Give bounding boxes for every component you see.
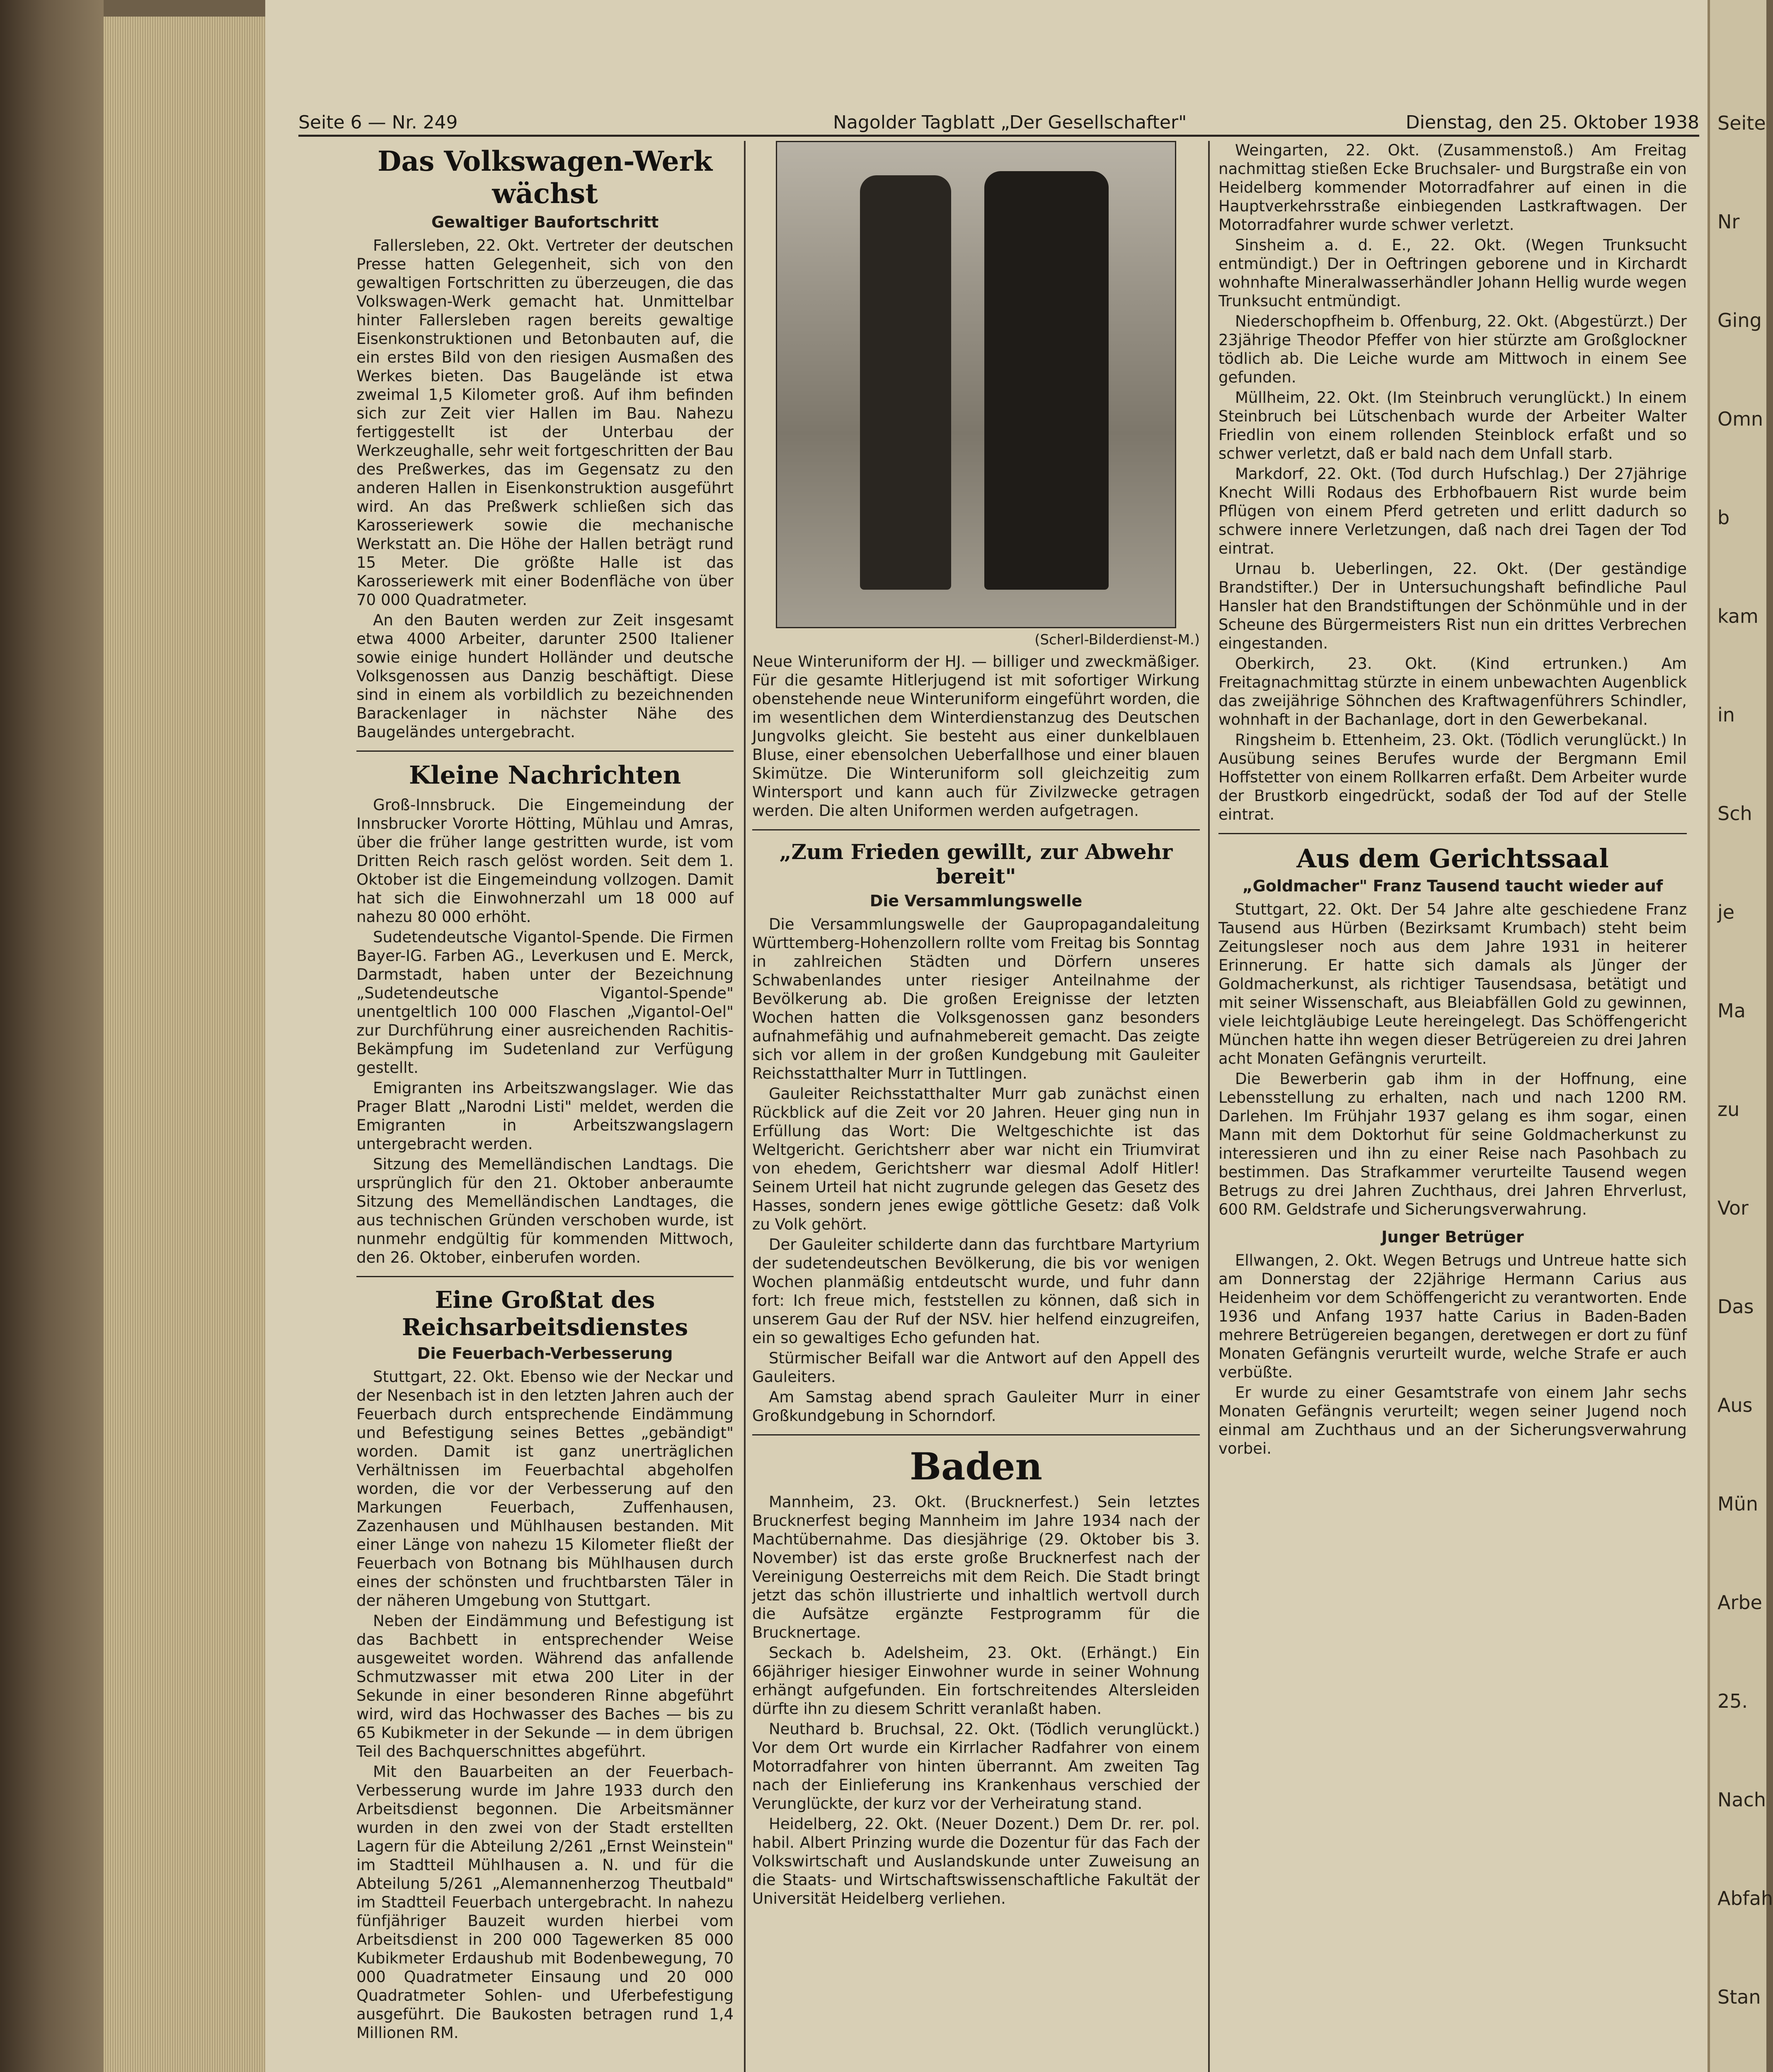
next-page-fragment: Aus	[1717, 1394, 1753, 1416]
article-subheadline: „Goldmacher" Franz Tausend taucht wieder auf	[1242, 877, 1663, 895]
article-headline: „Zum Frieden gewillt, zur Abwehr bereit"	[779, 840, 1173, 888]
next-page-fragment: kam	[1717, 605, 1758, 627]
next-page-fragment: b	[1717, 506, 1730, 529]
section-rule	[356, 1276, 734, 1277]
next-page-fragment: Ging	[1717, 309, 1762, 332]
article-body	[1218, 1251, 1687, 1458]
uniform-figure	[860, 175, 951, 590]
article-body	[1218, 900, 1687, 1219]
paragraph: Ringsheim b. Ettenheim, 23. Okt. (Tödlich verunglückt.) In Ausübung seines Berufes wurde der Bergmann Emil Hoffstetter von einem Rollkarren erfaßt. Dem Arbeiter wurde der Brustkorb eingedrückt, sodaß der Tod auf der Stelle eintrat.	[1218, 731, 1687, 823]
article-subheadline: Junger Betrüger	[1381, 1228, 1524, 1246]
section-rule	[356, 750, 734, 752]
article-headline: Das Volkswagen-Werk wächst	[378, 145, 712, 210]
page-edges	[104, 17, 278, 2072]
hj-uniform-photo	[776, 141, 1176, 628]
paragraph: Sitzung des Memelländischen Landtags. Die ursprünglich für den 21. Oktober anberaumte Sitzung des Memelländischen Landtages, die aus technischen Gründen verschoben wurde, ist nunmehr endgültig für kommenden Mittwoch, den 26. Oktober, einberufen worden.	[356, 1155, 734, 1266]
next-page-fragment: Mün	[1717, 1493, 1758, 1515]
paragraph: Der Gauleiter schilderte dann das furchtbare Martyrium der sudetendeutschen Bevölkerung, die bis vor wenigen Wochen planmäßig entdeutscht wurde, und fuhr dann fort: Ich freue mich, feststellen zu können, daß sich in unserem Gau der Ruf der NSV. hier helfend einzugreifen, ein so gewaltiges Echo gefunden hat.	[752, 1236, 1200, 1347]
paragraph: Stuttgart, 22. Okt. Der 54 Jahre alte geschiedene Franz Tausend aus Hürben (Bezirksamt Krumbach) steht beim Zeitungsleser noch aus dem Jahre 1931 in heiterer Erinnerung. Er hatte sich damals als Jünger der Goldmacherkunst, als richtiger Tausendsasa, betätigt und mit seiner Wissenschaft, aus Bleiabfällen Gold zu gewinnen, viele leichtgläubige Leute hereingelegt. Das Schöffengericht München hatte ihn wegen dieser Betrügereien zu drei Jahren acht Monaten Gefängnis verurteilt.	[1218, 900, 1687, 1067]
header-rule	[298, 135, 1699, 137]
header-page-number: Seite 6 — Nr. 249	[298, 112, 458, 133]
column-3	[1218, 141, 1687, 2072]
paragraph: Müllheim, 22. Okt. (Im Steinbruch verunglückt.) In einem Steinbruch bei Lütschenbach wurde der Arbeiter Walter Friedlin von einem rollenden Steinblock erfaßt und so schwer verletzt, daß er bald nach dem Unfall starb.	[1218, 389, 1687, 462]
paragraph: Die Bewerberin gab ihm in der Hoffnung, eine Lebensstellung zu erhalten, nach und nach 1200 RM. Darlehen. Im Frühjahr 1937 gelang es ihm sogar, einen Mann mit dem Doktorhut für seine Goldmacherkunst zu interessieren und ihn zu einer Reise nach Pasohbach zu bestimmen. Das Strafkammer verurteilte Tausend wegen Betrugs zu drei Jahren Zuchthaus, drei Jahren Ehrverlust, 600 RM. Geldstrafe und Sicherungsverwahrung.	[1218, 1070, 1687, 1218]
next-page-fragment: Stan	[1717, 1986, 1761, 2008]
next-page-fragment: je	[1717, 901, 1735, 923]
next-page-fragment: Nr	[1717, 211, 1740, 233]
book-spine	[0, 0, 104, 2072]
paragraph: Neuthard b. Bruchsal, 22. Okt. (Tödlich verunglückt.) Vor dem Ort wurde ein Kirrlacher Radfahrer von einem Motorradfahrer von hinten überrannt. Am zweiten Tag nach der Einlieferung ins Krankenhaus verschied der Verunglückte, der kurz vor der Verheiratung stand.	[752, 1720, 1200, 1813]
paragraph: Gauleiter Reichsstatthalter Murr gab zunächst einen Rückblick auf die Zeit vor 20 Jahren. Heuer ging nun in Erfüllung das Wort: Die Weltgeschichte ist das Weltgericht. Gerichtsherr aber war nicht ein Triumvirat von ehedem, Gerichtsherr war diesmal Adolf Hitler! Seinem Urteil hat nicht zugrunde gelegen das Gesetz des Hasses, sondern jenes ewige göttliche Gesetz: daß Volk zu Volk gehört.	[752, 1085, 1200, 1233]
section-headline: Aus dem Gerichtssaal	[1296, 843, 1609, 874]
paragraph: Emigranten ins Arbeitszwangslager. Wie das Prager Blatt „Narodni Listi" meldet, werden die Emigranten in Arbeitszwangslagern untergebracht werden.	[356, 1079, 734, 1153]
article-body	[356, 236, 734, 741]
section-rule	[752, 829, 1200, 830]
uniform-figure	[984, 171, 1109, 590]
paragraph: Neben der Eindämmung und Befestigung ist das Bachbett in entsprechender Weise ausgeweitet worden. Während das anfallende Schmutzwasser mit etwa 200 Liter in der Sekunde in einer besonderen Rinne abgeführt wird, wird das Hochwasser des Baches — bis zu 65 Kubikmeter in der Sekunde — in dem übrigen Teil des Bachquerschnittes abgeführt.	[356, 1612, 734, 1760]
section-rule	[1218, 833, 1687, 834]
article-subheadline: Die Feuerbach-Verbesserung	[417, 1344, 673, 1363]
photo-caption: Neue Winteruniform der HJ. — billiger und zweckmäßiger. Für die gesamte Hitlerjugend ist mit sofortiger Wirkung obenstehende neue Winteruniform eingeführt worden, die im wesentlichen dem Winterdienstanzug des Deutschen Jungvolks gleicht. Sie besteht aus einer dunkelblauen Bluse, einer ebensolchen Ueberfallhose und einer blauen Skimütze. Die Winteruniform soll gleichzeitig zum Wintersport und kann auch für Zivilzwecke getragen werden. Die alten Uniformen werden aufgetragen.	[752, 653, 1200, 820]
paragraph: Er wurde zu einer Gesamtstrafe von einem Jahr sechs Monaten Gefängnis verurteilt; wegen seiner Jugend noch einmal am Zuchthaus und an der Sicherungsverwahrung vorbei.	[1218, 1384, 1687, 1457]
next-page-fragment: Arbe	[1717, 1591, 1762, 1614]
section-headline: Kleine Nachrichten	[409, 761, 681, 790]
next-page-fragment: 25.	[1717, 1690, 1748, 1712]
article-body	[356, 796, 734, 1267]
column-1	[356, 141, 734, 2072]
paragraph: Sinsheim a. d. E., 22. Okt. (Wegen Trunksucht entmündigt.) Der in Oeftringen geborene und in Kirchardt wohnhafte Mineralwasserhändler Johann Hellig wurde wegen Trunksucht entmündigt.	[1218, 236, 1687, 310]
header-masthead: Nagolder Tagblatt „Der Gesellschafter"	[833, 112, 1187, 133]
article-body	[752, 1493, 1200, 1908]
paragraph: Weingarten, 22. Okt. (Zusammenstoß.) Am Freitag nachmittag stießen Ecke Bruchsaler- und Burgstraße ein von Heidelberg kommender Motorradfahrer auf einen in die Hauptverkehrsstraße einbiegenden Lastkraftwagen. Der Motorradfahrer wurde schwer verletzt.	[1218, 141, 1687, 234]
photo-credit: (Scherl-Bilderdienst-M.)	[1034, 632, 1200, 648]
paragraph: Mit den Bauarbeiten an der Feuerbach-Verbesserung wurde im Jahre 1933 durch den Arbeitsdienst begonnen. Die Arbeitsmänner wurden in den zwei von der Stadt erstellten Lagern für die Abteilung 2/261 „Ernst Weinstein" im Stadtteil Mühlhausen a. N. und für die Abteilung 5/261 „Alemannenherzog Theutbald" im Stadtteil Feuerbach untergebracht. In nahezu fünfjähriger Bauzeit wurden hierbei vom Arbeitsdienst in 200 000 Tagewerken 85 000 Kubikmeter Erdaushub mit Bodenbewegung, 70 000 Quadratmeter Einsaung und 20 000 Quadratmeter Sohlen- und Uferbefestigung ausgeführt. Die Baukosten betragen rund 1,4 Millionen RM.	[356, 1763, 734, 2042]
next-page-fragment: Sch	[1717, 802, 1752, 825]
next-page-fragment: Omn	[1717, 408, 1763, 430]
paragraph: Stuttgart, 22. Okt. Ebenso wie der Neckar und der Nesenbach ist in den letzten Jahren auch der Feuerbach durch entsprechende Eindämmung und Befestigung seines Bettes „gebändigt" worden. Damit ist ganz unerträglichen Verhältnissen im Feuerbachtal abgeholfen worden, die vor der Verbesserung auf den Markungen Feuerbach, Zuffenhausen, Zazenhausen und Mühlhausen bestanden. Mit einer Länge von nahezu 15 Kilometer fließt der Feuerbach von Botnang bis Mühlhausen durch eines der schönsten und fruchtbarsten Täler in der näheren Umgebung von Stuttgart.	[356, 1368, 734, 1610]
next-page-fragment: Abfah	[1717, 1887, 1773, 1910]
next-page-fragment: Seite	[1717, 112, 1766, 134]
column-divider	[744, 141, 746, 2072]
paragraph: Urnau b. Ueberlingen, 22. Okt. (Der geständige Brandstifter.) Der in Untersuchungshaft befindliche Paul Hansler hat den Brandstiftungen der Schönmühle und in der Scheune des Bürgermeisters Rist nun ein drittes Verbrechen eingestanden.	[1218, 560, 1687, 652]
next-page-fragment: Ma	[1717, 1000, 1746, 1022]
next-page-fragment: in	[1717, 704, 1735, 726]
article-body	[356, 1368, 734, 2042]
next-page-fragment: Vor	[1717, 1197, 1749, 1219]
next-page-fragment: Das	[1717, 1295, 1754, 1318]
paragraph: Ellwangen, 2. Okt. Wegen Betrugs und Untreue hatte sich am Donnerstag der 22jährige Hermann Carius aus Heidenheim vor dem Schöffengericht zu verantworten. Ende 1936 und Anfang 1937 hatte Carius in Baden-Baden mehrere Betrügereien begangen, deretwegen er dort zu fünf Monaten Gefängnis verurteilt wurde, welche Strafe er auch verbüßte.	[1218, 1251, 1687, 1381]
paragraph: Die Versammlungswelle der Gaupropagandaleitung Württemberg-Hohenzollern rollte vom Freitag bis Sonntag in zahlreichen Städten und Dörfern unseres Schwabenlandes unter riesiger Anteilnahme der Bevölkerung ab. Die großen Ereignisse der letzten Wochen hatten die Volksgenossen ganz besonders aufnahmefähig und aufnahmebereit gemacht. Das zeigte sich vor allem in der großen Kundgebung mit Gauleiter Reichsstatthalter Murr in Tuttlingen.	[752, 915, 1200, 1082]
section-rule	[752, 1434, 1200, 1435]
page-header	[298, 112, 1699, 137]
next-page-fragment: Nach	[1717, 1789, 1766, 1811]
article-headline: Eine Großtat des Reichsarbeitsdienstes	[402, 1286, 688, 1341]
column-divider	[1208, 141, 1210, 2072]
paragraph: Seckach b. Adelsheim, 23. Okt. (Erhängt.) Ein 66jähriger hiesiger Einwohner wurde in seiner Wohnung erhängt aufgefunden. Ein fortschreitendes Altersleiden dürfte ihn zu diesem Schritt veranlaßt haben.	[752, 1644, 1200, 1718]
article-body	[752, 915, 1200, 1425]
section-headline: Baden	[909, 1445, 1042, 1489]
paragraph: Fallersleben, 22. Okt. Vertreter der deutschen Presse hatten Gelegenheit, sich von den gewaltigen Fortschritten zu überzeugen, die das Volkswagen-Werk gemacht hat. Unmittelbar hinter Fallersleben ragen bereits gewaltige Eisenkonstruktionen und Betonbauten auf, die ein erstes Bild von den riesigen Ausmaßen des Werkes bieten. Das Baugelände ist etwa zweimal 1,5 Kilometer groß. Auf ihm befinden sich zur Zeit vier Hallen im Bau. Nahezu fertiggestellt ist der Unterbau der Werkzeughalle, sehr weit fortgeschritten der Bau des Preßwerkes, das im Gegensatz zu den anderen Hallen in Eisenkonstruktion ausgeführt wird. An das Preßwerk schließen sich das Karosseriewerk sowie die mechanische Werkstatt an. Die Höhe der Hallen beträgt rund 15 Meter. Die größte Halle ist das Karosseriewerk mit einer Bodenfläche von über 70 000 Quadratmeter.	[356, 237, 734, 609]
paragraph: Sudetendeutsche Vigantol-Spende. Die Firmen Bayer-IG. Farben AG., Leverkusen und E. Merck, Darmstadt, haben unter der Bezeichnung „Sudetendeutsche Vigantol-Spende" unentgeltlich 100 000 Flaschen „Vigantol-Oel" zur Durchführung einer ausreichenden Rachitis-Bekämpfung im Sudetenland zur Verfügung gestellt.	[356, 928, 734, 1077]
paragraph: Oberkirch, 23. Okt. (Kind ertrunken.) Am Freitagnachmittag stürzte in einem unbewachten Augenblick das zweijährige Söhnchen des Kraftwagenführers Schindler, wohnhaft in der Bachanlage, dort in den Gewerbekanal.	[1218, 655, 1687, 729]
paragraph: Markdorf, 22. Okt. (Tod durch Hufschlag.) Der 27jährige Knecht Willi Rodaus des Erbhofbauern Rist wurde beim Pflügen von einem Pferd getreten und erlitt dadurch so schwere innere Verletzungen, daß nach drei Tagen der Tod eintrat.	[1218, 465, 1687, 557]
paragraph: Groß-Innsbruck. Die Eingemeindung der Innsbrucker Vororte Hötting, Mühlau und Amras, über die früher lange gestritten wurde, ist vom Dritten Reich rasch gelöst worden. Seit dem 1. Oktober ist die Eingemeindung vollzogen. Damit hat sich die Einwohnerzahl um 18 000 auf nahezu 80 000 erhöht.	[356, 796, 734, 926]
header-date: Dienstag, den 25. Oktober 1938	[1405, 112, 1699, 133]
paragraph: Heidelberg, 22. Okt. (Neuer Dozent.) Dem Dr. rer. pol. habil. Albert Prinzing wurde die Dozentur für das Fach der Volkswirtschaft und Auslandskunde unter Zuweisung an die Staats- und Wirtschaftswissenschaftliche Fakultät der Universität Heidelberg verliehen.	[752, 1815, 1200, 1907]
paragraph: Am Samstag abend sprach Gauleiter Murr in einer Großkundgebung in Schorndorf.	[752, 1388, 1200, 1425]
paragraph: Stürmischer Beifall war die Antwort auf den Appell des Gauleiters.	[752, 1349, 1200, 1386]
paragraph: Niederschopfheim b. Offenburg, 22. Okt. (Abgestürzt.) Der 23jährige Theodor Pfeffer von hier stürzte am Großglockner tödlich ab. Die Leiche wurde am Mittwoch in einem See gefunden.	[1218, 312, 1687, 386]
column-2	[752, 141, 1200, 2072]
article-subheadline: Gewaltiger Baufortschritt	[431, 213, 659, 231]
next-page-edge	[1708, 0, 1773, 2072]
paragraph: Mannheim, 23. Okt. (Brucknerfest.) Sein letztes Brucknerfest beging Mannheim im Jahre 1934 nach der Machtübernahme. Das diesjährige (29. Oktober bis 3. November) ist das erste große Brucknerfest nach der Vereinigung Oesterreichs mit dem Reich. Die Stadt bringt jetzt das schön illustrierte und inhaltlich wertvoll durch die Aufsätze ergänzte Festprogramm für die Brucknertage.	[752, 1493, 1200, 1641]
article-body	[1218, 141, 1687, 824]
paragraph: An den Bauten werden zur Zeit insgesamt etwa 4000 Arbeiter, darunter 2500 Italiener sowie einige hundert Holländer und deutsche Volksgenossen aus Danzig beschäftigt. Diese sind in einem als vorbildlich zu bezeichnenden Barackenlager in nächster Nähe des Baugeländes untergebracht.	[356, 611, 734, 741]
article-subheadline: Die Versammlungswelle	[870, 892, 1083, 910]
next-page-fragment: zu	[1717, 1098, 1740, 1121]
